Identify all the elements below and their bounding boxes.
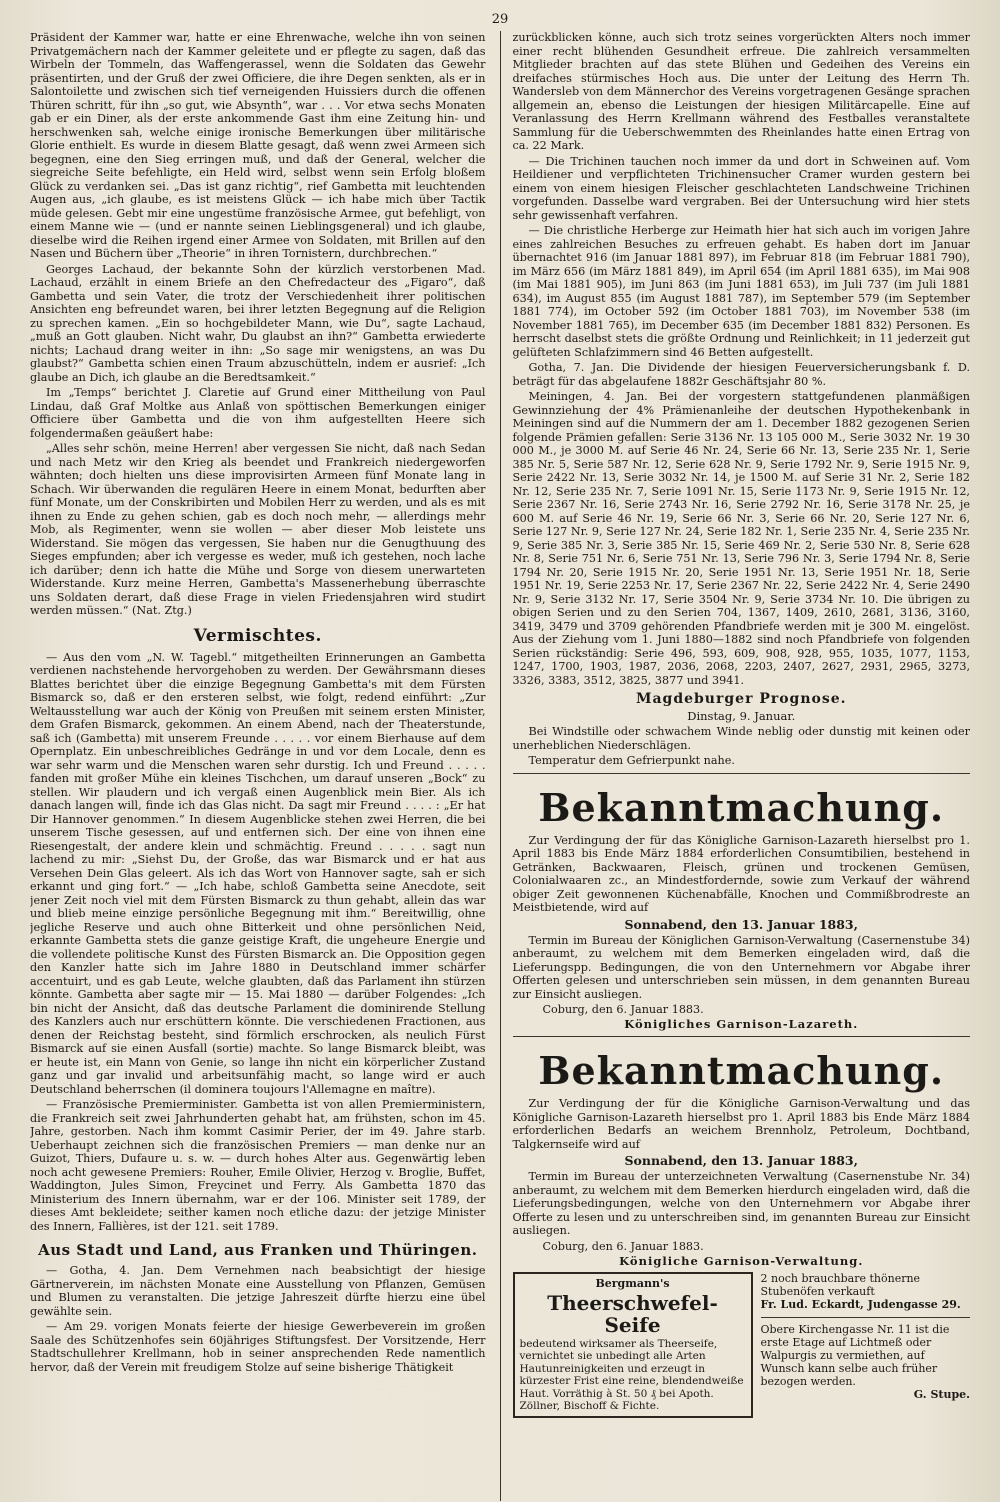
- weather-date: Dinstag, 9. Januar.: [687, 709, 796, 723]
- page-number: 29: [491, 12, 509, 27]
- ad2-signature: Königliche Garnison-Verwaltung.: [619, 1253, 864, 1268]
- ovens-seller: Fr. Lud. Eckardt, Judengasse 29.: [760, 1297, 961, 1311]
- section-heading-vermischtes: Vermischtes.: [193, 625, 322, 646]
- ad2-body: Zur Verdingung der für die Königliche Garnison-Verwaltung und das Königliche Garnison-Lazareth hierselbst pro 1. April 1883 bis Ende März 1884 erforderlichen Bedarfs an weichem Brennholz, Petroleum, Dochtband, Talgkernseife wird auf: [512, 1097, 970, 1151]
- ad1-place: Coburg, den 6. Januar 1883.: [542, 1003, 704, 1016]
- soap-product: Theerschwefel-Seife: [547, 1290, 718, 1337]
- article-gaertnerverein: — Gotha, 4. Jan. Dem Vernehmen nach beabsichtigt der hiesige Gärtnerverein, im nächsten Monate eine Ausstellung von Pflanzen, Gemüsen und Blumen zu veranstalten. Die jetzige Jahreszeit dürfte hierzu eine übel gewählte sein.: [30, 1264, 486, 1318]
- article-gambetta-p1: Präsident der Kammer war, hatte er eine Ehrenwache, welche ihn von seinen Privatgemächern nach der Kammer geleitete und er pflegte zu sagen, daß das Wirbeln der Tommeln, das Waffengerassel, wenn die Soldaten das Gewehr präsentirten, und der Gruß der zwei Officiere, die ihre Degen senkten, als er in Salontoilette und zwischen sich tief verneigenden Huissiers durch die offenen Thüren schritt, für ihn „so gut, wie Absynth“, war . . . Vor etwa sechs Monaten gab er ein Diner, als der erste ankommende Gast ihm eine Zeitung hin- und herschwenken sah, welche einige ironische Bemerkungen über militärische Glorie enthielt. Es wurde in diesem Blatte gesagt, daß wenn zwei Armeen sich begegnen, eine den Sieg erringen muß, und daß der General, welcher die siegreiche Seite befehligte, ein Held wird, selbst wenn sein Erfolg bloßem Glück zu verdanken sei. „Das ist ganz richtig“, rief Gambetta mit leuchtenden Augen aus, „ich glaube, es ist meistens Glück — ich habe mich über Tactik müde gelesen. Gebt mir eine ungestüme französische Armee, gut befehligt, von einem Manne wie — (und er nannte seinen Lieblingsgeneral) und ich glaube, dieselbe wird die Reihen irgend einer Armee von Soldaten, mit Brillen auf den Nasen und Büchern über „Theorie“ in ihren Tornistern, durchbrechen.“: [30, 31, 486, 260]
- article-moltke-quote: „Alles sehr schön, meine Herren! aber vergessen Sie nicht, daß nach Sedan und nach Metz wir den Krieg als beendet und Frankreich niedergeworfen wähnten; doch hielten uns diese improvisirten Armeen fünf Monate lang in Schach. Wir überwanden die regulären Heere in einem Monat, bedurften aber fünf Monate, um der Conskribirten und Mobilen Herr zu werden, und als es mit ihnen zu Ende zu gehen schien, gab es doch noch mehr, — allerdings mehr Mob, als Regimenter, wenn sie wollen — aber dieser Mob leistete uns Widerstand. Sie mögen das vergessen, Sie haben nur die Genugthuung des Sieges empfunden; aber ich vergesse es weder, muß ich gestehen, noch lache ich darüber; denn ich hatte die Mühe und Sorge von diesem unerwarteten Widerstande. Kurz meine Herren, Gambetta's Massenerhebung überraschte uns Soldaten derart, daß diese Frage in vielen Friedensjahren wird studirt werden müssen.“ (Nat. Ztg.): [30, 442, 486, 617]
- soap-ad: [513, 1272, 753, 1418]
- article-gewerbeverein: — Am 29. vorigen Monats feierte der hiesige Gewerbeverein im großen Saale des Schützenhofes sein 60jähriges Stiftungsfest. Der Vorsitzende, Herr Stadtschullehrer Krellmann, hob in seiner ansprechenden Rede namentlich hervor, daß der Verein mit freudigem Stolze auf seine bisherige Thätigkeit: [30, 1320, 486, 1374]
- ad1-date: Sonnabend, den 13. Januar 1883,: [624, 916, 858, 932]
- article-bismarck-encounter: — Aus den vom „N. W. Tagebl.“ mitgetheilten Erinnerungen an Gambetta verdienen nachstehende hervorgehoben zu werden. Der Gewährsmann dieses Blattes berichtet über die einzige Begegnung Gambetta's mit dem Fürsten Bismarck so, daß er den ersteren selbst, wie folgt, redend einführt: „Zur Weltausstellung war auch der König von Preußen mit seinem ersten Minister, dem Grafen Bismarck, gekommen. An einem Abend, nach der Theaterstunde, saß ich (Gambetta) mit unserem Freunde . . . . . vor einem Bierhause auf dem Opernplatz. Ein unbeschreibliches Gedränge in und vor dem Locale, denn es war sehr warm und die Menschen waren sehr durstig. Ich und Freund . . . . . fanden mit großer Mühe ein kleines Tischchen, um darauf unseren „Bock“ zu stellen. Wir plaudern und ich vergaß einen Augenblick mein Bier. Als ich danach langen will, finde ich das Glas nicht. Da sagt mir Freund . . . . : „Er hat Dir Hannover genommen.“ In diesem Augenblicke stehen zwei Herren, die bei unserem Tische gesessen, auf und entfernen sich. Der eine von ihnen eine Riesengestalt, der andere klein und schmächtig. Freund . . . . . sagt nun lachend zu mir: „Siehst Du, der Große, das war Bismarck und er hat aus Versehen Dein Glas geleert. Als ich das Wort von Hannover sagte, sah er sich erkannt und ging fort.“ — „Ich habe, schloß Gambetta seine Anecdote, seit jener Zeit noch viel mit dem Fürsten Bismarck zu thun gehabt, allein das war und blieb meine einzige persönliche Begegnung mit ihm.“ Bereitwillig, ohne jegliche Reserve und auch ohne Bitterkeit und ohne persönlichen Neid, erkannte Gambetta stets die ganze geistige Kraft, die ungeheure Energie und die vollendete politische Kunst des Fürsten Bismarck an. Die Opposition gegen den Kanzler hatte sich im Jahre 1880 in Deutschland immer schärfer accentuirt, und es gab Leute, welche glaubten, daß das Parlament ihn stürzen könnte. Gambetta aber sagte mir — 15. Mai 1880 — darüber Folgendes: „Ich bin nicht der Ansicht, daß das deutsche Parlament die dominirende Stellung des Kanzlers auch nur erschüttern könnte. Die verschiedenen Fractionen, aus denen der Reichstag besteht, sind förmlich erschrocken, als neulich Fürst Bismarck auf sie einen Ausfall (sortie) machte. So lange Bismarck bleibt, was er heute ist, ein Mann von Genie, so lange ihn nicht ein körperlicher Zustand ganz und gar invalid und arbeitsunfähig macht, so lange wird er auch Deutschland beherrschen (il dominera toujours l'Allemagne en maître).: [30, 650, 486, 1096]
- article-moltke-intro: Im „Temps“ berichtet J. Claretie auf Grund einer Mittheilung von Paul Lindau, daß Graf Moltke aus Anlaß von spöttischen Bemerkungen einiger Officiere über Gambetta und die von ihm aufgestellten Heere sich folgendermaßen geäußert habe:: [30, 386, 486, 440]
- rent-text: Obere Kirchengasse Nr. 11 ist die erste Etage auf Lichtmeß oder Walpurgis zu vermiethen, auf Wunsch kann selbe auch früher bezogen werden.: [760, 1322, 950, 1388]
- article-gotha-dividende: Gotha, 7. Jan. Die Dividende der hiesigen Feuerversicherungsbank f. D. beträgt für das abgelaufene 1882r Geschäftsjahr 80 %.: [512, 361, 970, 388]
- ad1-title: Bekanntmachung.: [538, 784, 945, 830]
- ad2-place: Coburg, den 6. Januar 1883.: [542, 1239, 704, 1253]
- bottom-ads: [513, 1272, 971, 1418]
- divider: [513, 1036, 971, 1037]
- columns: [30, 31, 970, 1501]
- soap-brand: Bergmann's: [595, 1276, 670, 1290]
- article-lachaud: Georges Lachaud, der bekannte Sohn der kürzlich verstorbenen Mad. Lachaud, erzählt in einem Briefe an den Chefredacteur des „Figaro“, daß Gambetta und sein Vater, die trotz der Verschiedenheit ihrer politischen Ansichten eng befreundet waren, bei ihrer letzten Begegnung auf die Religion zu sprechen kamen. „Ein so hochgebildeter Mann, wie Du“, sagte Lachaud, „muß an Gott glauben. Nicht wahr, Du glaubst an ihn?“ Gambetta erwiederte nichts; Lachaud drang weiter in ihn: „So sage mir wenigstens, an was Du glaubst?“ Gambetta schien einen Traum abzuschütteln, indem er ausrief: „Ich glaube an Dich, ich glaube an die Beredtsamkeit.“: [30, 262, 486, 384]
- divider: [761, 1317, 971, 1318]
- right-column: [507, 31, 971, 1501]
- article-premierminister: — Französische Premierminister. Gambetta ist von allen Premierministern, die Frankreich seit zwei Jahrhunderten gehabt hat, am frühsten, schon im 45. Jahre, gestorben. Nach ihm kommt Casimir Perier, der im 49. Jahre starb. Ueberhaupt zeichnen sich die französischen Premiers — man denke nur an Guizot, Thiers, Dufaure u. s. w. — durch hohes Alter aus. Gegenwärtig leben noch acht gewesene Premiers: Rouher, Emile Olivier, Herzog v. Broglie, Buffet, Waddington, Jules Simon, Freycinet und Ferry. Als Gambetta 1870 das Ministerium des Innern übernahm, war er der 106. Minister seit 1789, der dieses Amt bekleidete; seither kamen noch etliche dazu: der jetzige Minister des Innern, Fallières, ist der 121. seit 1789.: [30, 1098, 486, 1233]
- side-ads: [753, 1272, 971, 1418]
- ad1-signature: Königliches Garnison-Lazareth.: [624, 1017, 859, 1031]
- ovens-text: 2 noch brauchbare thönerne Stubenöfen verkauft: [760, 1271, 921, 1298]
- article-trichinen: — Die Trichinen tauchen noch immer da und dort in Schweinen auf. Vom Heildiener und verpflichteten Trichinensucher Cramer wurden gestern bei einem von einem hiesigen Fleischer geschlachteten Landschweine Trichinen vorgefunden. Dasselbe ward vergraben. Bei der Untersuchung wird hier stets sehr gewissenhaft verfahren.: [512, 154, 970, 222]
- rent-ad: [761, 1323, 971, 1401]
- divider: [513, 773, 971, 774]
- weather-heading: Magdeburger Prognose.: [635, 691, 847, 707]
- article-herberge: — Die christliche Herberge zur Heimath hier hat sich auch im vorigen Jahre eines zahlreichen Besuches zu erfreuen gehabt. Es haben dort im Januar übernachtet 916 (im Januar 1881 897), im Februar 818 (im Februar 1881 790), im März 656 (im März 1881 849), im April 654 (im April 1881 635), im Mai 908 (im Mai 1881 905), im Juni 863 (im Juni 1881 653), im Juli 737 (im Juli 1881 634), im August 855 (im August 1881 787), im September 579 (im September 1881 774), im October 592 (im October 1881 703), im November 538 (im November 1881 765), im December 635 (im December 1881 832) Personen. Es herrscht daselbst stets die größte Ordnung und Reinlichkeit; in 11 jederzeit gut gelüfteten Schlafzimmern sind 46 Betten aufgestellt.: [512, 224, 970, 359]
- ad1-body2: Termin im Bureau der Königlichen Garnison-Verwaltung (Casernenstube 34) anberaumt, zu welchem mit dem Bemerken eingeladen wird, daß die Lieferungspp. Bedingungen, die von den Unternehmern vor Abgabe ihrer Offerten gelesen und unterschrieben sein müssen, in dem genannten Bureau zur Einsicht ausliegen.: [512, 933, 970, 1001]
- article-gewerbeverein-cont: zurückblicken könne, auch sich trotz seines vorgerückten Alters noch immer einer recht blühenden Gesundheit erfreue. Die zahlreich versammelten Mitglieder brachten auf das stete Blühen und Gedeihen des Vereins ein dreifaches stürmisches Hoch aus. Die unter der Leitung des Herrn Th. Wandersleb von dem Männerchor des Vereins vorgetragenen Gesänge sprachen allgemein an, ebenso die Leistungen der hiesigen Militärcapelle. Eine auf Veranlassung des Herrn Krellmann während des Festballes veranstaltete Sammlung für die Ueberschwemmten des Rheinlandes hatte einen Ertrag von ca. 22 Mark.: [512, 31, 970, 152]
- ad2-title: Bekanntmachung.: [538, 1048, 945, 1093]
- section-heading-stadt-land: Aus Stadt und Land, aus Franken und Thüringen.: [38, 1241, 478, 1259]
- left-column: [30, 31, 494, 1501]
- weather-text: Bei Windstille oder schwachem Winde neblig oder dunstig mit keinen oder unerheblichen Niederschlägen.: [512, 725, 970, 752]
- ad2-date: Sonnabend, den 13. Januar 1883,: [624, 1153, 858, 1168]
- soap-text: bedeutend wirksamer als Theerseife, vernichtet sie unbedingt alle Arten Hautunreinigkeiten und erzeugt in kürzester Frist eine reine, blendendweiße Haut. Vorräthig à St. 50 ₰ bei Apoth. Zöllner, Bischoff & Fichte.: [519, 1337, 744, 1412]
- ad1-body: Zur Verdingung der für das Königliche Garnison-Lazareth hierselbst pro 1. April 1883 bis Ende März 1884 erforderlichen Consumtibilien, bestehend in Getränken, Backwaaren, Fleisch, grünen und trockenen Gemüsen, Colonialwaaren zc., an Mindestfordernde, sowie zum Verkauf der während obiger Zeit gewonnenen Küchenabfälle, Knochen und Commißbrodreste an Meistbietende, wird auf: [512, 833, 970, 914]
- rent-signature: G. Stupe.: [913, 1387, 970, 1401]
- ad2-body2: Termin im Bureau der unterzeichneten Verwaltung (Casernenstube Nr. 34) anberaumt, zu welchem mit dem Bemerken hierdurch eingeladen wird, daß die Lieferungsbedingungen, welche von den Unternehmern vor Abgabe ihrer Offerte zu lesen und zu unterschreiben sind, im genannten Bureau zur Einsicht ausliegen.: [512, 1170, 970, 1237]
- article-meiningen-lottery: Meiningen, 4. Jan. Bei der vorgestern stattgefundenen planmäßigen Gewinnziehung der 4% Prämienanleihe der deutschen Hypothekenbank in Meiningen sind auf die Nummern der am 1. December 1882 gezogenen Serien folgende Prämien gefallen: Serie 3136 Nr. 13 105 000 M., Serie 3032 Nr. 19 30 000 M., je 3000 M. auf Serie 46 Nr. 24, Serie 66 Nr. 13, Serie 235 Nr. 1, Serie 385 Nr. 5, Serie 587 Nr. 12, Serie 628 Nr. 9, Serie 1792 Nr. 9, Serie 1915 Nr. 9, Serie 2422 Nr. 13, Serie 3032 Nr. 14, je 1500 M. auf Serie 31 Nr. 2, Serie 182 Nr. 12, Serie 235 Nr. 7, Serie 1091 Nr. 15, Serie 1173 Nr. 9, Serie 1915 Nr. 12, Serie 2367 Nr. 16, Serie 2743 Nr. 16, Serie 2792 Nr. 16, Serie 3178 Nr. 25, je 600 M. auf Serie 46 Nr. 19, Serie 66 Nr. 3, Serie 66 Nr. 20, Serie 127 Nr. 6, Serie 127 Nr. 9, Serie 127 Nr. 24, Serie 182 Nr. 1, Serie 235 Nr. 4, Serie 235 Nr. 9, Serie 385 Nr. 3, Serie 385 Nr. 15, Serie 469 Nr. 2, Serie 530 Nr. 8, Serie 628 Nr. 8, Serie 751 Nr. 6, Serie 751 Nr. 13, Serie 796 Nr. 3, Serie 1794 Nr. 8, Serie 1794 Nr. 20, Serie 1915 Nr. 20, Serie 1951 Nr. 13, Serie 1951 Nr. 18, Serie 1951 Nr. 19, Serie 2253 Nr. 17, Serie 2367 Nr. 22, Serie 2422 Nr. 4, Serie 2490 Nr. 9, Serie 3132 Nr. 17, Serie 3504 Nr. 9, Serie 3734 Nr. 10. Die übrigen zu obigen Serien und zu den Serien 704, 1367, 1409, 2610, 2681, 3136, 3160, 3419, 3479 und 3709 gehörenden Pfandbriefe werden mit je 300 M. eingelöst. Aus der Ziehung vom 1. Juni 1880—1882 sind noch Pfandbriefe von folgenden Serien rückständig: Serie 496, 593, 609, 908, 928, 955, 1035, 1077, 1153, 1247, 1700, 1903, 1987, 2036, 2068, 2203, 2407, 2627, 2931, 2965, 3273, 3326, 3383, 3512, 3825, 3877 und 3941.: [512, 390, 970, 687]
- ovens-ad: [761, 1272, 971, 1311]
- column-rule: [500, 31, 501, 1501]
- weather-temperature: Temperatur dem Gefrierpunkt nahe.: [528, 754, 735, 767]
